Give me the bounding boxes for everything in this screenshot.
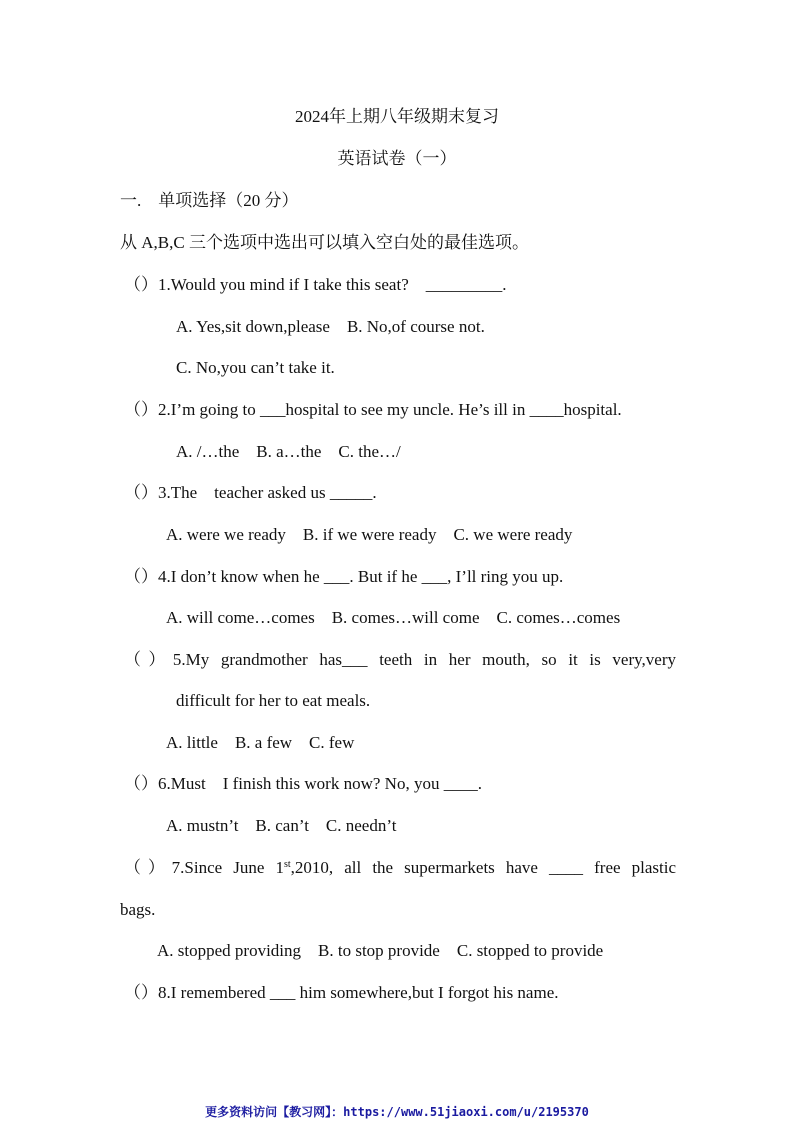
question-4-options: A. will come…comes B. comes…will come C. comes…comes	[166, 608, 621, 627]
question-5: （）5.My grandmother has___ teeth in her mouth, so it is very,very	[124, 650, 676, 669]
section-instruction: 从 A,B,C 三个选项中选出可以填入空白处的最佳选项。	[120, 233, 529, 252]
question-5-continuation: difficult for her to eat meals.	[176, 691, 371, 710]
exam-title: 2024年上期八年级期末复习	[295, 107, 499, 126]
question-1-option-c: C. No,you can’t take it.	[176, 358, 335, 377]
question-7-stem-post: ,2010, all the supermarkets have ____ free plastic	[290, 858, 676, 877]
question-7-options: A. stopped providing B. to stop provide C. stopped to provide	[157, 941, 604, 960]
exam-subtitle: 英语试卷（一）	[337, 149, 457, 168]
question-8: （）8.I remembered ___ him somewhere,but I forgot his name.	[124, 983, 559, 1002]
question-2: （）2.I’m going to ___hospital to see my uncle. He’s ill in ____hospital.	[124, 400, 622, 419]
question-7-continuation: bags.	[120, 900, 156, 919]
question-7-superscript: st	[284, 859, 291, 870]
question-6-options: A. mustn’t B. can’t C. needn’t	[166, 816, 397, 835]
question-4: （）4.I don’t know when he ___. But if he ___, I’ll ring you up.	[124, 567, 564, 586]
section-heading: 一. 单项选择（20 分）	[120, 191, 299, 210]
question-6: （）6.Must I finish this work now? No, you ____.	[124, 774, 482, 793]
question-1-options-a-b: A. Yes,sit down,please B. No,of course not.	[176, 317, 485, 336]
question-3: （）3.The teacher asked us _____.	[124, 483, 377, 502]
question-7-stem-pre: （）7.Since June 1	[124, 858, 284, 877]
question-5-options: A. little B. a few C. few	[166, 733, 355, 752]
question-3-options: A. were we ready B. if we were ready C. we were ready	[166, 525, 573, 544]
question-1: （）1.Would you mind if I take this seat? _________.	[124, 275, 507, 294]
footer-link[interactable]: 更多资料访问【教习网】：https://www.51jiaoxi.com/u/2195370	[205, 1105, 589, 1119]
question-2-options: A. /…the B. a…the C. the…/	[176, 442, 401, 461]
question-7	[124, 857, 676, 879]
